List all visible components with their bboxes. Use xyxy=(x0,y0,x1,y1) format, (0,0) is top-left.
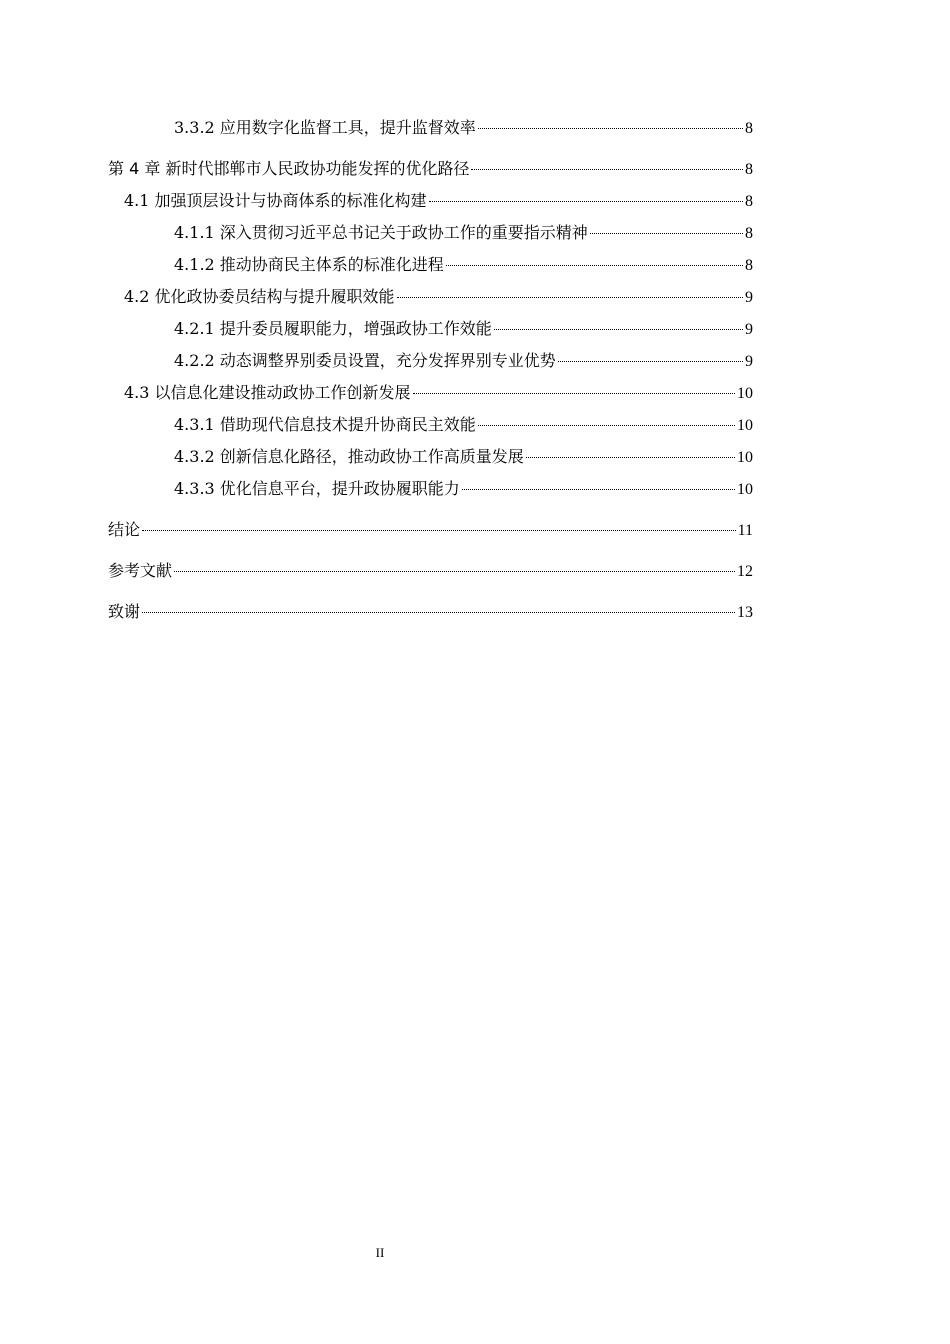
toc-entry-label: 致谢 xyxy=(108,602,141,621)
toc-entry-page: 8 xyxy=(745,161,753,178)
toc-entry[interactable] xyxy=(108,249,753,281)
toc-entry-label: 3.3.2 应用数字化监督工具，提升监督效率 xyxy=(174,118,476,137)
dot-leader xyxy=(429,201,743,202)
toc-entry-label: 第 4 章 新时代邯郸市人民政协功能发挥的优化路径 xyxy=(108,159,470,178)
dot-leader xyxy=(478,128,743,129)
dot-leader xyxy=(413,393,735,394)
toc-entry-page: 13 xyxy=(737,604,753,621)
page-number: II xyxy=(375,1245,385,1260)
toc-entry[interactable] xyxy=(108,345,753,377)
toc-entry[interactable] xyxy=(108,596,753,628)
toc-entry[interactable] xyxy=(108,185,753,217)
toc-entry-label: 4.2.2 动态调整界别委员设置，充分发挥界别专业优势 xyxy=(174,351,556,370)
toc-entry-page: 10 xyxy=(737,385,753,402)
toc-entry[interactable] xyxy=(108,441,753,473)
toc-entry-page: 9 xyxy=(745,289,753,306)
toc-entry-page: 9 xyxy=(745,321,753,338)
toc-entry-label: 4.3.3 优化信息平台，提升政协履职能力 xyxy=(174,479,460,498)
toc-entry-page: 8 xyxy=(745,225,753,242)
toc-entry-label: 结论 xyxy=(108,520,141,539)
toc-entry-page: 10 xyxy=(737,417,753,434)
dot-leader xyxy=(142,530,736,531)
toc-entry[interactable] xyxy=(108,377,753,409)
dot-leader xyxy=(471,169,743,170)
toc-entry-label: 4.1.1 深入贯彻习近平总书记关于政协工作的重要指示精神 xyxy=(174,223,588,242)
toc-entry-page: 8 xyxy=(745,193,753,210)
toc-entry-label: 4.3.2 创新信息化路径，推动政协工作高质量发展 xyxy=(174,447,524,466)
dot-leader xyxy=(462,489,735,490)
toc-entry[interactable] xyxy=(108,112,753,144)
toc-entry[interactable] xyxy=(108,409,753,441)
toc-entry-label: 4.2.1 提升委员履职能力，增强政协工作效能 xyxy=(174,319,492,338)
dot-leader xyxy=(494,329,743,330)
dot-leader xyxy=(558,361,743,362)
toc-entry-label: 4.3.1 借助现代信息技术提升协商民主效能 xyxy=(174,415,476,434)
dot-leader xyxy=(142,612,735,613)
toc-entry[interactable] xyxy=(108,473,753,505)
dot-leader xyxy=(590,233,743,234)
toc-entry[interactable] xyxy=(108,281,753,313)
toc-entry-page: 10 xyxy=(737,449,753,466)
toc-entry[interactable] xyxy=(108,153,753,185)
toc-entry-page: 8 xyxy=(745,257,753,274)
toc-entry-label: 4.1.2 推动协商民主体系的标准化进程 xyxy=(174,255,444,274)
dot-leader xyxy=(174,571,735,572)
toc-entry-label: 4.3 以信息化建设推动政协工作创新发展 xyxy=(124,383,411,402)
toc-entry[interactable] xyxy=(108,313,753,345)
toc-entry-label: 4.2 优化政协委员结构与提升履职效能 xyxy=(124,287,395,306)
toc-entry[interactable] xyxy=(108,514,753,546)
toc-entry-page: 11 xyxy=(737,522,753,539)
toc-entry[interactable] xyxy=(108,555,753,587)
table-of-contents xyxy=(108,112,753,628)
dot-leader xyxy=(446,265,743,266)
dot-leader xyxy=(526,457,735,458)
toc-entry-label: 4.1 加强顶层设计与协商体系的标准化构建 xyxy=(124,191,427,210)
toc-entry-page: 12 xyxy=(737,563,753,580)
toc-entry-page: 9 xyxy=(745,353,753,370)
toc-entry-page: 8 xyxy=(745,120,753,137)
dot-leader xyxy=(478,425,735,426)
toc-entry-page: 10 xyxy=(737,481,753,498)
toc-entry[interactable] xyxy=(108,217,753,249)
dot-leader xyxy=(397,297,743,298)
toc-entry-label: 参考文献 xyxy=(108,561,173,580)
